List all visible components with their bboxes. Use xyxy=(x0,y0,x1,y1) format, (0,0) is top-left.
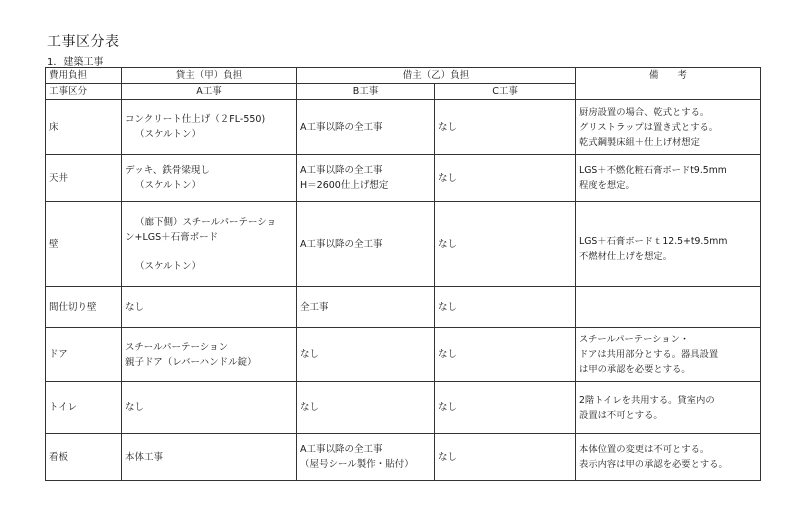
cell-line: （廊下側）スチールパーテーショ xyxy=(135,216,277,228)
row-item: 間仕切り壁 xyxy=(46,287,122,328)
cell-line: なし xyxy=(438,238,458,250)
cell-line: 不燃材仕上げを想定。 xyxy=(579,251,672,262)
table-row xyxy=(46,382,761,434)
row-item: 床 xyxy=(46,100,122,155)
b-work-cell xyxy=(297,100,435,155)
b-work-cell xyxy=(297,287,435,328)
header-c-work: C工事 xyxy=(435,84,576,100)
cell-line: LGS＋不燃化粧石膏ボードt9.5mm xyxy=(579,165,727,176)
cell-line: （スケルトン） xyxy=(135,260,202,272)
c-work-cell xyxy=(435,328,576,382)
a-work-cell xyxy=(122,287,297,328)
table-row xyxy=(46,287,761,328)
remarks-cell xyxy=(576,434,761,481)
b-work-cell xyxy=(297,155,435,202)
section-title: 1．建築工事 xyxy=(47,57,104,68)
remarks-cell xyxy=(576,287,761,328)
remarks-cell xyxy=(576,155,761,202)
a-work-cell xyxy=(122,328,297,382)
page-title: 工事区分表 xyxy=(47,34,120,50)
a-work-cell xyxy=(122,100,297,155)
cell-line: H＝2600仕上げ想定 xyxy=(300,180,389,191)
remarks-cell xyxy=(576,382,761,434)
header-cost-burden: 費用負担 xyxy=(46,68,122,84)
cell-spacer xyxy=(125,245,293,259)
cell-line: なし xyxy=(438,172,458,184)
cell-line: A工事以降の全工事 xyxy=(300,238,383,250)
cell-line: （屋号シール製作・貼付） xyxy=(300,459,414,470)
cell-line: 2階トイレを共用する。貸室内の xyxy=(579,394,715,406)
b-work-cell xyxy=(297,434,435,481)
row-item: ドア xyxy=(46,328,122,382)
cell-line: なし xyxy=(438,402,458,413)
a-work-cell xyxy=(122,382,297,434)
c-work-cell xyxy=(435,100,576,155)
cell-line: 程度を想定。 xyxy=(579,180,635,191)
a-work-cell xyxy=(122,155,297,202)
cell-line: ドアは共用部分とする。器具設置 xyxy=(579,349,719,360)
cell-line: なし xyxy=(438,121,458,133)
cell-line: なし xyxy=(300,349,320,360)
header-b-work: B工事 xyxy=(297,84,435,100)
cell-line: （スケルトン） xyxy=(135,129,202,140)
cell-line: A工事以降の全工事 xyxy=(300,444,383,455)
header-lessor: 貸主（甲）負担 xyxy=(122,68,297,84)
b-work-cell xyxy=(297,382,435,434)
cell-line: 厨房設置の場合、乾式とする。 xyxy=(579,106,710,118)
cell-line: A工事以降の全工事 xyxy=(300,165,383,176)
c-work-cell xyxy=(435,382,576,434)
cell-line: 親子ドア（レバーハンドル錠） xyxy=(125,356,257,368)
remarks-cell xyxy=(576,202,761,287)
cell-line: スチールパーテーション・ xyxy=(579,334,690,345)
c-work-cell xyxy=(435,287,576,328)
table-row xyxy=(46,328,761,382)
remarks-cell xyxy=(576,328,761,382)
remarks-cell xyxy=(576,100,761,155)
b-work-cell xyxy=(297,202,435,287)
cell-line: デッキ、鉄骨梁現し xyxy=(125,165,210,176)
cell-line: 本体工事 xyxy=(125,451,164,463)
table-row xyxy=(46,434,761,481)
cell-line: なし xyxy=(125,301,145,313)
cell-line: LGS＋石膏ボードｔ12.5+t9.5mm xyxy=(579,236,728,247)
row-item: 看板 xyxy=(46,434,122,481)
cell-line: は甲の承認を必要とする。 xyxy=(579,364,691,375)
cell-line: スチールパーテーション xyxy=(125,341,229,353)
cell-line: グリストラップは置き式とする。 xyxy=(579,121,719,133)
c-work-cell xyxy=(435,155,576,202)
work-division-table xyxy=(45,67,761,481)
a-work-cell xyxy=(122,434,297,481)
cell-line: 本体位置の変更は不可とする。 xyxy=(579,444,710,455)
table-row xyxy=(46,202,761,287)
cell-line: （スケルトン） xyxy=(135,180,202,191)
row-item: 天井 xyxy=(46,155,122,202)
table-row xyxy=(46,155,761,202)
header-lessee: 借主（乙）負担 xyxy=(297,68,576,84)
c-work-cell xyxy=(435,434,576,481)
cell-line: 全工事 xyxy=(300,301,329,313)
row-item: 壁 xyxy=(46,202,122,287)
cell-line: なし xyxy=(125,402,145,413)
b-work-cell xyxy=(297,328,435,382)
c-work-cell xyxy=(435,202,576,287)
cell-line: ン+LGS＋石膏ボード xyxy=(125,231,219,243)
cell-line: 乾式鋼製床組＋仕上げ材想定 xyxy=(579,136,700,148)
cell-line: なし xyxy=(438,301,458,313)
cell-line: 表示内容は甲の承認を必要とする。 xyxy=(579,459,728,470)
table-row xyxy=(46,100,761,155)
cell-line: コンクリート仕上げ（２FL-550) xyxy=(125,114,266,125)
cell-line: なし xyxy=(438,451,458,463)
header-row-1 xyxy=(46,68,761,84)
header-remarks: 備 考 xyxy=(576,68,761,100)
cell-line: なし xyxy=(300,402,320,413)
cell-line: 設置は不可とする。 xyxy=(579,409,663,421)
header-work-category: 工事区分 xyxy=(46,84,122,100)
header-a-work: A工事 xyxy=(122,84,297,100)
row-item: トイレ xyxy=(46,382,122,434)
a-work-cell xyxy=(122,202,297,287)
cell-line: なし xyxy=(438,349,458,360)
cell-line: A工事以降の全工事 xyxy=(300,121,383,133)
